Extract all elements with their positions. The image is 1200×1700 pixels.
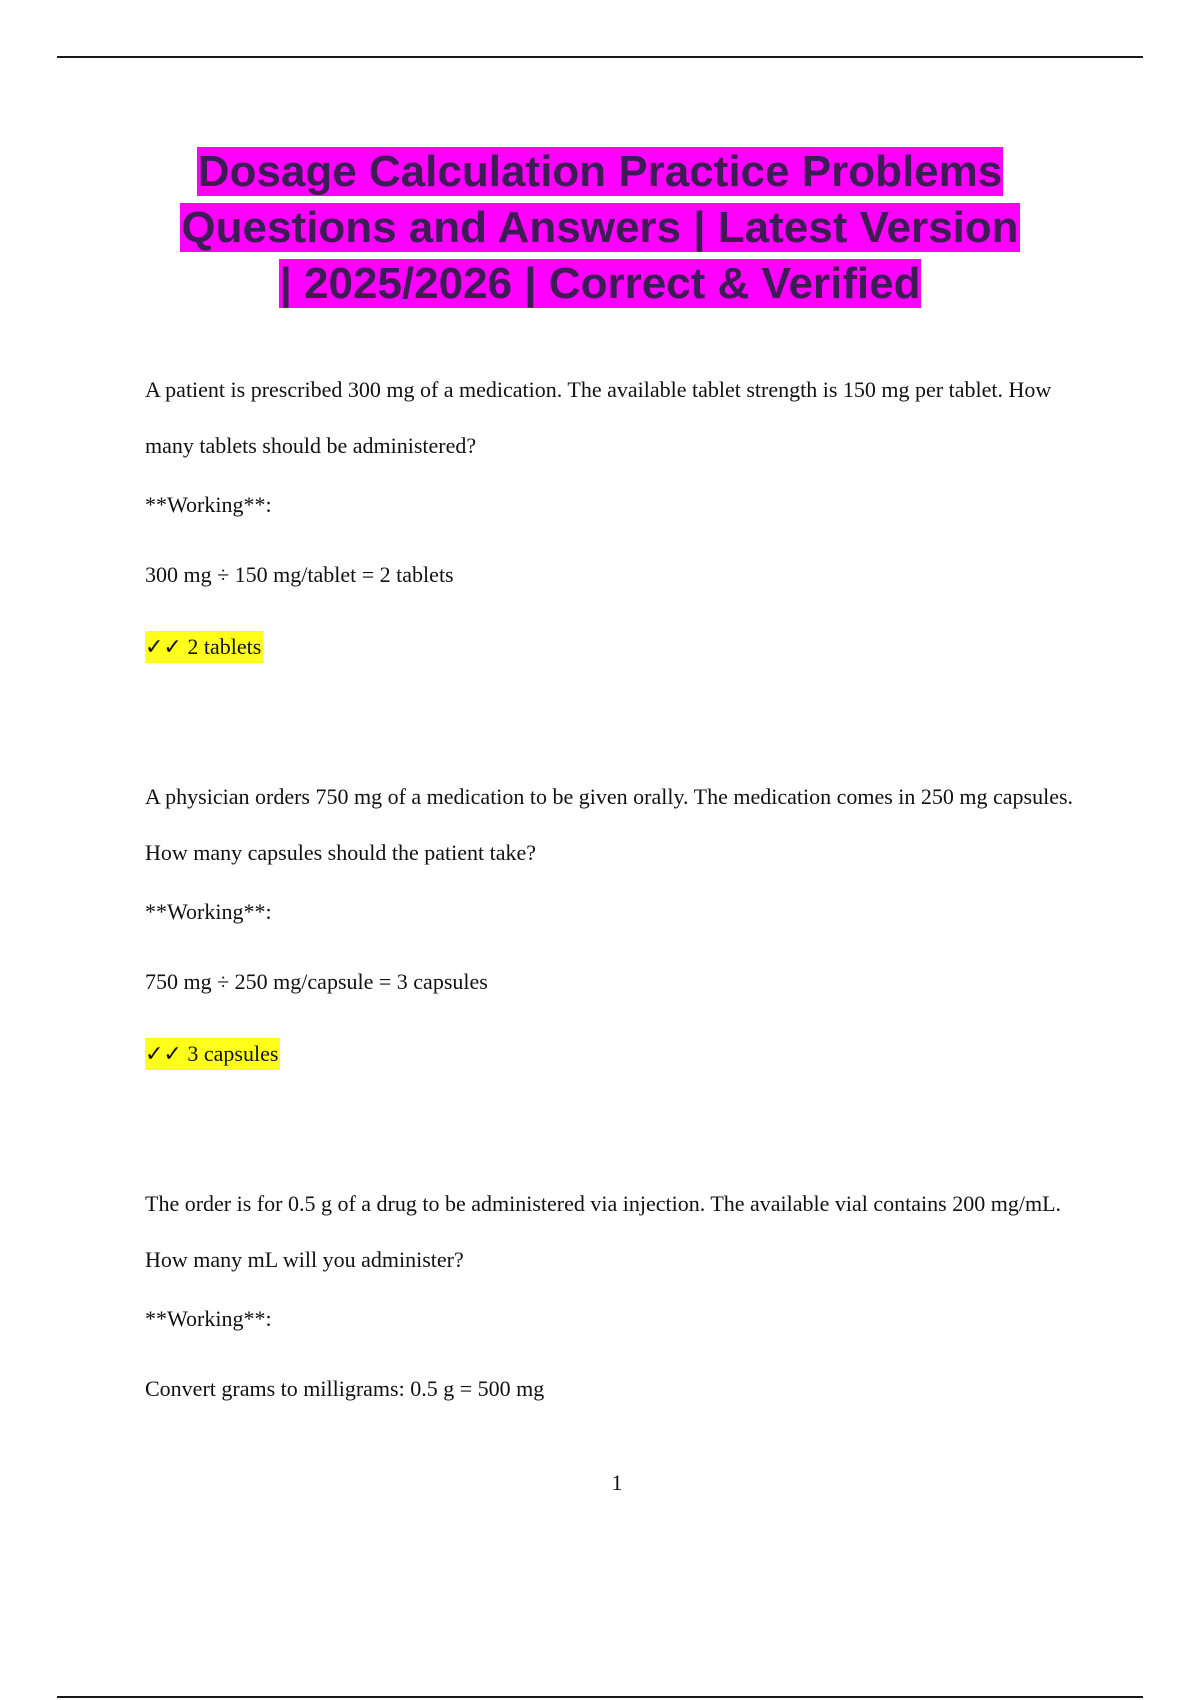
title-line-1: Dosage Calculation Practice Problems	[197, 147, 1003, 196]
problems-list	[145, 362, 1085, 1404]
problem-3-working-label: **Working**:	[145, 1306, 272, 1331]
document-title	[120, 144, 1080, 312]
problem-1	[145, 362, 1085, 663]
bottom-rule	[57, 1696, 1143, 1698]
answer-highlight	[145, 1038, 280, 1070]
title-line-3: | 2025/2026 | Correct & Verified	[279, 259, 921, 308]
answer-highlight	[145, 631, 263, 663]
problem-1-answer-text: 2 tablets	[187, 634, 262, 659]
problem-1-step-1: 300 mg ÷ 150 mg/tablet = 2 tablets	[145, 562, 454, 587]
problem-2-answer	[145, 1039, 1085, 1070]
problem-1-question: A patient is prescribed 300 mg of a medication. The available tablet strength is 150 mg per tablet. How many tablets should be administered?	[145, 377, 1052, 458]
double-check-icon: ✓✓	[145, 1042, 182, 1067]
double-check-icon: ✓✓	[145, 635, 182, 660]
problem-1-working-label: **Working**:	[145, 492, 272, 517]
title-line-2: Questions and Answers | Latest Version	[181, 203, 1019, 252]
problem-2	[145, 769, 1085, 1070]
problem-2-step-1: 750 mg ÷ 250 mg/capsule = 3 capsules	[145, 969, 488, 994]
problem-2-question: A physician orders 750 mg of a medication to be given orally. The medication comes in 250 mg capsules. How many capsules should the patient take?	[145, 784, 1074, 865]
page-number: 1	[611, 1470, 623, 1495]
problem-3	[145, 1176, 1085, 1404]
problem-1-answer	[145, 632, 1085, 663]
problem-3-question: The order is for 0.5 g of a drug to be administered via injection. The available vial contains 200 mg/mL. How many mL will you administer?	[145, 1191, 1062, 1272]
problem-3-step-1: Convert grams to milligrams: 0.5 g = 500 mg	[145, 1376, 545, 1401]
top-rule	[57, 56, 1143, 58]
problem-2-working-label: **Working**:	[145, 899, 272, 924]
problem-2-answer-text: 3 capsules	[187, 1041, 279, 1066]
